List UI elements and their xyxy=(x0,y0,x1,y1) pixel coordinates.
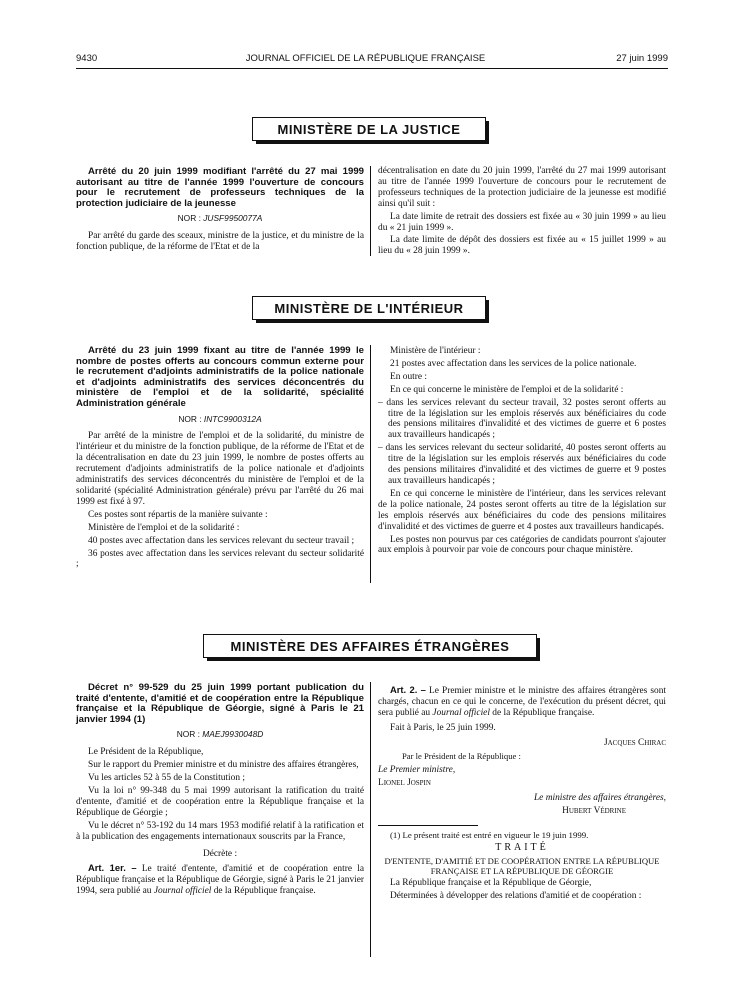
signature-president: Jacques Chirac xyxy=(603,737,666,748)
ministry-interieur-heading xyxy=(252,296,486,320)
affaires-fait-a-paris: Fait à Paris, le 25 juin 1999. xyxy=(390,722,496,733)
interieur-left-paragraph-5: 36 postes avec affectation dans les services relevant du secteur solidarité ; xyxy=(76,548,364,570)
journal-title: JOURNAL OFFICIEL DE LA RÉPUBLIQUE FRANÇAISE xyxy=(245,53,486,64)
justice-nor-code: JUSF9950077A xyxy=(203,213,263,224)
affaires-article-1-text-b: de la République française. xyxy=(213,886,316,897)
interieur-right-paragraph-3: En outre : xyxy=(390,371,427,382)
justice-arrete-title: Arrêté du 20 juin 1999 modifiant l'arrêté du 27 mai 1999 autorisant au titre de l'année 1999 l'ouverture de concours pour le recrutement de professeurs techniques de la protection judiciaire de la jeunesse xyxy=(76,166,364,209)
page-number: 9430 xyxy=(76,53,98,64)
interieur-right-paragraph-2: 21 postes avec affectation dans les services de la police nationale. xyxy=(390,358,637,369)
affaires-column-divider xyxy=(370,682,371,957)
affaires-left-paragraph-1: Le Président de la République, xyxy=(88,747,204,758)
ministry-affaires-label: MINISTÈRE DES AFFAIRES ÉTRANGÈRES xyxy=(230,639,510,654)
interieur-right-paragraph-6: Les postes non pourvus par ces catégories de candidats pourront s'ajouter aux emplois à pourvoir par voie de concours pour chaque ministère. xyxy=(378,534,666,556)
interieur-left-paragraph-4: 40 postes avec affectation dans les services relevant du secteur travail ; xyxy=(88,535,355,546)
issue-date: 27 juin 1999 xyxy=(616,53,668,64)
premier-ministre-label: Le Premier ministre, xyxy=(378,765,456,776)
ministry-interieur-label: MINISTÈRE DE L'INTÉRIEUR xyxy=(274,301,464,316)
interieur-right-dash-2: – dans les services relevant du secteur solidarité, 40 postes seront offerts au titre de la législation sur les emplois réservés aux bénéficiaires du code des pensions militaires d'invalidité et des victimes de guerre et 9 postes aux travailleurs handicapés ; xyxy=(378,443,666,486)
signature-vedrine: Hubert Védrine xyxy=(562,806,626,817)
interieur-right-paragraph-1: Ministère de l'intérieur : xyxy=(390,346,481,356)
affaires-article-2-text-a: Le Premier ministre et le ministre des affaires étrangères sont chargés, chacun en ce qui le concerne, de l'exécution du présent décret, qui sera publié au xyxy=(378,686,667,718)
affaires-article-1-journal: Journal officiel xyxy=(153,886,212,897)
par-le-president: Par le Président de la République : xyxy=(402,750,521,761)
affaires-article-2-text-b: de la République française. xyxy=(492,707,595,718)
justice-right-column xyxy=(378,166,666,259)
interieur-column-divider xyxy=(370,345,371,583)
footnote-rule xyxy=(378,825,478,826)
ministry-affaires-heading xyxy=(203,634,537,658)
affaires-left-column xyxy=(76,683,364,899)
affaires-left-paragraph-3: Vu les articles 52 à 55 de la Constitution ; xyxy=(88,773,245,784)
justice-nor xyxy=(76,213,364,224)
traite-paragraph-1: La République française et la République de Géorgie, xyxy=(390,877,592,888)
affaires-left-paragraph-4: Vu la loi n° 99-348 du 5 mai 1999 autorisant la ratification du traité d'entente, d'amitié et de coopération entre la République française et la République de Géorgie ; xyxy=(76,786,364,818)
affaires-nor xyxy=(76,729,364,740)
interieur-right-dash-1: – dans les services relevant du secteur travail, 32 postes seront offerts au titre de la législation sur les emplois réservés aux bénéficiaires du code des pensions militaires d'invalidité et des victimes de guerre et 6 postes aux travailleurs handicapés ; xyxy=(378,397,666,441)
affaires-left-paragraph-5: Vu le décret n° 53-192 du 14 mars 1953 modifié relatif à la ratification et à la publication des engagements internationaux souscrits par la France, xyxy=(76,820,364,842)
interieur-nor-code: INTC9900312A xyxy=(203,413,262,424)
interieur-left-paragraph-1: Par arrêté de la ministre de l'emploi et de la solidarité, du ministre de l'intérieur et du ministre de la fonction publique, de la réforme de l'Etat et de la décentralisation en date du 23 juin 1999, le nombre de postes offerts au recrutement d'adjoints administratifs de la police nationale et d'adjoints administratifs des services déconcentrés du ministère de l'emploi et de la solidarité (spécialité Administration générale) prévu par l'arrêté du 26 mai 1999 est fixé à 97. xyxy=(76,431,364,507)
interieur-right-paragraph-4: En ce qui concerne le ministère de l'emploi et de la solidarité : xyxy=(390,384,624,395)
header-rule xyxy=(76,68,668,69)
affaires-article-1 xyxy=(76,863,364,897)
affaires-article-1-label: Art. 1er. – xyxy=(88,862,137,874)
interieur-left-paragraph-2: Ces postes sont répartis de la manière suivante : xyxy=(88,509,268,520)
affaires-article-2 xyxy=(378,685,666,719)
interieur-arrete-title: Arrêté du 23 juin 1999 fixant au titre de l'année 1999 le nombre de postes offerts au concours commun externe pour le recrutement d'adjoints administratifs de la police nationale et d'adjoints administratifs des services déconcentrés du ministère de l'emploi et de la solidarité, spécialité Administration générale xyxy=(76,345,364,409)
justice-column-divider xyxy=(370,166,371,256)
affaires-article-2-journal: Journal officiel xyxy=(432,707,490,718)
ministry-justice-label: MINISTÈRE DE LA JUSTICE xyxy=(277,122,461,137)
interieur-right-paragraph-5: En ce qui concerne le ministère de l'intérieur, dans les services relevant de la police nationale, 24 postes seront offerts au titre de la législation sur les emplois réservés aux bénéficiaires du code des pensions militaires d'invalidité et des victimes de guerre et 4 postes aux travailleurs handicapés. xyxy=(378,488,666,532)
justice-left-paragraph: Par arrêté du garde des sceaux, ministre de la justice, et du ministre de la fonction publique, de la réforme de l'Etat et de la xyxy=(76,231,364,253)
interieur-nor-label: NOR : xyxy=(178,413,202,424)
justice-nor-label: NOR : xyxy=(177,213,201,224)
affaires-nor-code: MAEJ9930048D xyxy=(202,729,264,740)
interieur-left-column xyxy=(76,346,364,572)
justice-right-paragraph-1: décentralisation en date du 20 juin 1999, l'arrêté du 27 mai 1999 autorisant au titre de l'année 1999 l'ouverture de concours pour le recrutement de professeurs techniques de la protection judiciaire de la jeunesse est modifié ainsi qu'il suit : xyxy=(378,166,666,209)
interieur-nor xyxy=(76,414,364,425)
affaires-decret-title: Décret n° 99-529 du 25 juin 1999 portant publication du traité d'entente, d'amitié et de coopération entre la République française et la République de Géorgie, signé à Paris le 21 janvier 1994 (1) xyxy=(76,682,364,725)
affaires-decrete: Décrète : xyxy=(202,848,238,859)
justice-right-paragraph-2: La date limite de retrait des dossiers est fixée au « 30 juin 1999 » au lieu du « 21 juin 1999 ». xyxy=(378,211,666,233)
justice-left-column xyxy=(76,167,364,255)
traite-paragraph-2: Déterminées à développer des relations d'amitié et de coopération : xyxy=(390,890,642,901)
signature-jospin: Lionel Jospin xyxy=(378,778,431,789)
ministry-justice-heading xyxy=(252,117,486,141)
affaires-article-2-label: Art. 2. – xyxy=(390,684,426,695)
interieur-left-paragraph-3: Ministère de l'emploi et de la solidarité : xyxy=(88,522,240,533)
interieur-right-column xyxy=(378,346,666,558)
traite-subheading: D'ENTENTE, D'AMITIÉ ET DE COOPÉRATION ENTRE LA RÉPUBLIQUE FRANÇAISE ET LA RÉPUBLIQUE DE GÉORGIE xyxy=(384,855,660,876)
affaires-right-column xyxy=(378,685,666,904)
affaires-nor-label: NOR : xyxy=(176,729,200,740)
affaires-left-paragraph-2: Sur le rapport du Premier ministre et du ministre des affaires étrangères, xyxy=(88,760,359,771)
traite-heading: TRAITÉ xyxy=(495,841,549,853)
justice-right-paragraph-3: La date limite de dépôt des dossiers est fixée au « 15 juillet 1999 » au lieu du « 28 juin 1999 ». xyxy=(378,235,666,257)
footnote: (1) Le présent traité est entré en vigueur le 19 juin 1999. xyxy=(390,830,589,841)
ministre-ae-label: Le ministre des affaires étrangères, xyxy=(533,793,666,804)
affaires-article-1-text-a: Le traité d'entente, d'amitié et de coopération entre la République française et la République de Géorgie, signé à Paris le 21 janvier 1994, sera publié au xyxy=(76,864,365,897)
